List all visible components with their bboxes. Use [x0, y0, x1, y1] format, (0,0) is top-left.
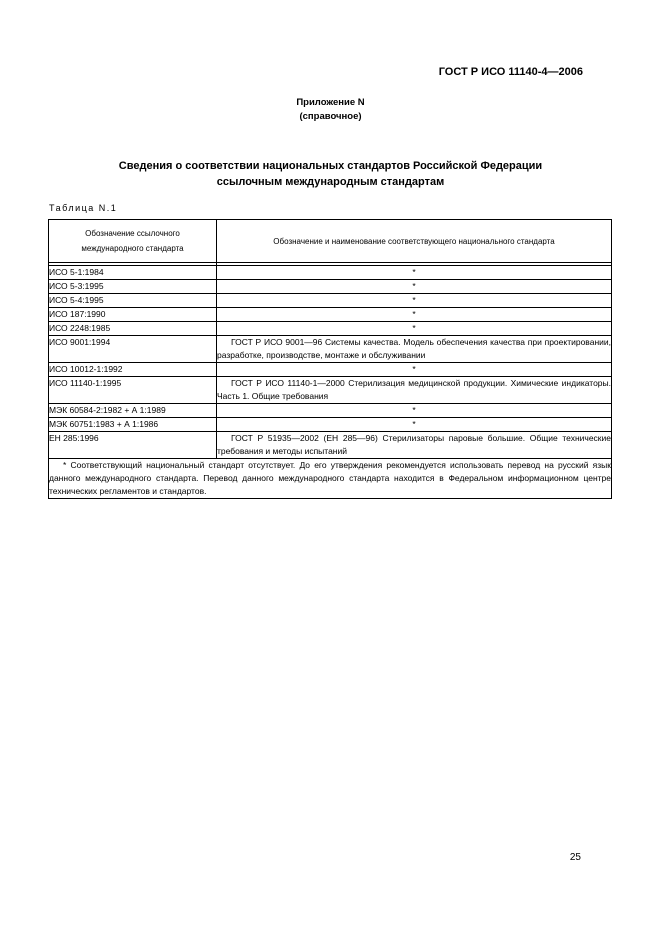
international-code-cell: ИСО 5-3:1995	[49, 280, 217, 294]
table-row	[49, 432, 612, 459]
table-row	[49, 308, 612, 322]
section-title	[0, 158, 661, 190]
table-row	[49, 322, 612, 336]
annex-heading	[0, 96, 661, 124]
national-standard-cell: *	[217, 418, 612, 432]
international-code-cell: ЕН 285:1996	[49, 432, 217, 459]
standards-correspondence-table	[48, 219, 612, 499]
national-standard-cell: *	[217, 363, 612, 377]
national-standard-cell: *	[217, 308, 612, 322]
national-standard-cell: ГОСТ Р ИСО 11140-1—2000 Стерилизация медицинской продукции. Химические индикаторы. Часть 1. Общие требования	[217, 377, 612, 404]
international-code-cell: МЭК 60751:1983 + А 1:1986	[49, 418, 217, 432]
national-standard-cell: *	[217, 266, 612, 280]
international-code-cell: ИСО 2248:1985	[49, 322, 217, 336]
national-standard-cell: *	[217, 280, 612, 294]
annex-subtitle: (справочное)	[299, 111, 362, 122]
table-row	[49, 363, 612, 377]
national-standard-cell: *	[217, 294, 612, 308]
international-code-cell: ИСО 9001:1994	[49, 336, 217, 363]
national-standard-cell: ГОСТ Р 51935—2002 (ЕН 285—96) Стерилизаторы паровые большие. Общие технические требования и методы испытаний	[217, 432, 612, 459]
national-standard-cell: *	[217, 322, 612, 336]
international-code-cell: ИСО 10012-1:1992	[49, 363, 217, 377]
table-footnote: * Соответствующий национальный стандарт отсутствует. До его утверждения рекомендуется использовать перевод на русский язык данного международного стандарта. Перевод данного международного стандарта находится в Федеральном информационном центре технических регламентов и стандартов.	[49, 459, 612, 499]
table-row	[49, 336, 612, 363]
table-row	[49, 280, 612, 294]
page-number: 25	[569, 852, 581, 863]
international-code-cell: ИСО 5-4:1995	[49, 294, 217, 308]
header-international-standard: Обозначение ссылочного международного стандарта	[49, 220, 217, 263]
table-row	[49, 404, 612, 418]
international-code-cell: ИСО 11140-1:1995	[49, 377, 217, 404]
national-standard-cell: *	[217, 404, 612, 418]
table-header-row	[49, 220, 612, 263]
table-row	[49, 266, 612, 280]
table-row	[49, 418, 612, 432]
section-title-line-2: ссылочным международным стандартам	[216, 176, 445, 188]
national-standard-cell: ГОСТ Р ИСО 9001—96 Системы качества. Модель обеспечения качества при проектировании, разработке, производстве, монтаже и обслуживании	[217, 336, 612, 363]
header-national-standard: Обозначение и наименование соответствующего национального стандарта	[217, 220, 612, 263]
annex-title: Приложение N	[296, 97, 365, 108]
table-row	[49, 294, 612, 308]
international-code-cell: ИСО 5-1:1984	[49, 266, 217, 280]
international-code-cell: МЭК 60584-2:1982 + А 1:1989	[49, 404, 217, 418]
international-code-cell: ИСО 187:1990	[49, 308, 217, 322]
section-title-line-1: Сведения о соответствии национальных стандартов Российской Федерации	[118, 160, 543, 172]
table-row	[49, 377, 612, 404]
document-code: ГОСТ Р ИСО 11140-4—2006	[438, 66, 583, 78]
table-caption: Таблица N.1	[49, 203, 118, 213]
table-footnote-row	[49, 459, 612, 499]
